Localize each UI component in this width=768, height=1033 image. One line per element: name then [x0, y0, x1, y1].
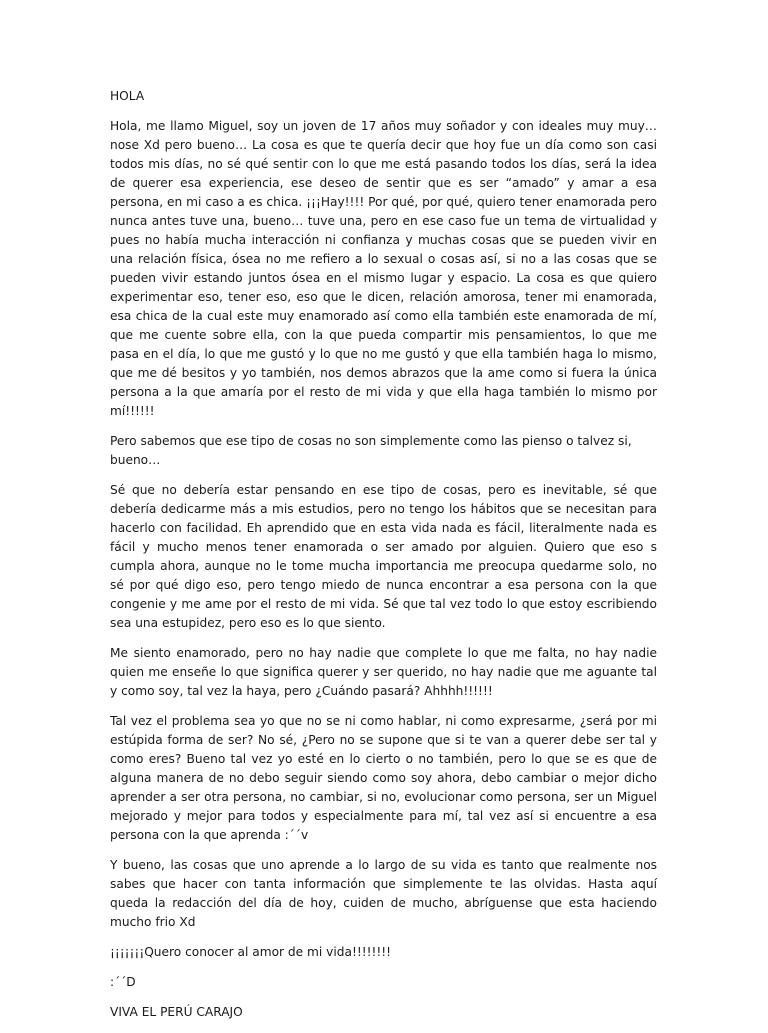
emoticon-line: :´´D	[110, 975, 136, 989]
exclamation-line: ¡¡¡¡¡¡¡Quero conocer al amor de mi vida!!!!!!!!	[110, 945, 392, 959]
paragraph-intro: Hola, me llamo Miguel, soy un joven de 17 años muy soñador y con ideales muy muy… nose Xd pero bueno… La cosa es que te quería decir que hoy fue un día como son casi todos mis días, no sé qué sentir con lo que me está pasando todos los días, será la idea de querer esa experiencia, ese deseo de sentir que es ser “amado” y amar a esa persona, en mi caso a es chica. ¡¡¡Hay!!!! Por qué, por qué, quiero tener enamorada pero nunca antes tuve una, bueno… tuve una, pero en ese caso fue un tema de virtualidad y pues no había mucha interacción ni confianza y muchas cosas que se pueden vivir en una relación física, ósea no me refiero a lo sexual o cosas así, si no a las cosas que se pueden vivir estando juntos ósea en el mismo lugar y espacio. La cosa es que quiero experimentar eso, tener eso, eso que le dicen, relación amorosa, tener mi enamorada, esa chica de la cual este muy enamorado así como ella también este enamorada de mí, que me cuente sobre ella, con la que pueda compartir mis pensamientos, lo que me pasa en el día, lo que me gustó y lo que no me gustó y que ella también haga lo mismo, que me dé besitos y yo también, nos demos abrazos que la ame como si fuera la única persona a la que amaría por el resto de mi vida y que ella haga también lo mismo por mí!!!!!!	[110, 119, 657, 418]
document-page	[110, 87, 657, 1033]
greeting: HOLA	[110, 89, 145, 103]
paragraph-studies: Sé que no debería estar pensando en ese tipo de cosas, pero es inevitable, sé que debería dedicarme más a mis estudios, pero no tengo los hábitos que se necesitan para hacerlo con facilidad. Eh aprendido que en esta vida nada es fácil, literalmente nada es fácil y mucho menos tener enamorada o ser amado por alguien. Quiero que eso s cumpla ahora, aunque no le tome mucha importancia me preocupa quedarme solo, no sé por qué digo eso, pero tengo miedo de nunca encontrar a esa persona con la que congenie y me ame por el resto de mi vida. Sé que tal vez todo lo que estoy escribiendo sea una estupidez, pero eso es lo que siento.	[110, 483, 657, 630]
paragraph-feelings: Me siento enamorado, pero no hay nadie que complete lo que me falta, no hay nadie quien me enseñe lo que significa querer y ser querido, no hay nadie que me aguante tal y como soy, tal vez la haya, pero ¿Cuándo pasará? Ahhhh!!!!!!	[110, 646, 657, 698]
paragraph-problem: Tal vez el problema sea yo que no se ni como hablar, ni como expresarme, ¿será por mi estúpida forma de ser? No sé, ¿Pero no se supone que si te van a querer debe ser tal y como eres? Bueno tal vez yo esté en lo cierto o no también, pero lo que se es que de alguna manera de no debo seguir siendo como soy ahora, debo cambiar o mejor dicho aprender a ser otra persona, no cambiar, si no, evolucionar como persona, ser un Miguel mejorado y mejor para todos y especialmente para mí, tal vez así si encuentre a esa persona con la que aprenda :´´v	[110, 714, 657, 842]
paragraph-closing-thoughts: Y bueno, las cosas que uno aprende a lo largo de su vida es tanto que realmente nos sabes que hacer con tanta información que simplemente te las olvidas. Hasta aquí queda la redacción del día de hoy, cuiden de mucho, abríguense que esta haciendo mucho frio Xd	[110, 858, 657, 929]
closing-line: VIVA EL PERÚ CARAJO	[110, 1005, 243, 1019]
paragraph-doubt: Pero sabemos que ese tipo de cosas no son simplemente como las pienso o talvez si, bueno…	[110, 434, 632, 467]
